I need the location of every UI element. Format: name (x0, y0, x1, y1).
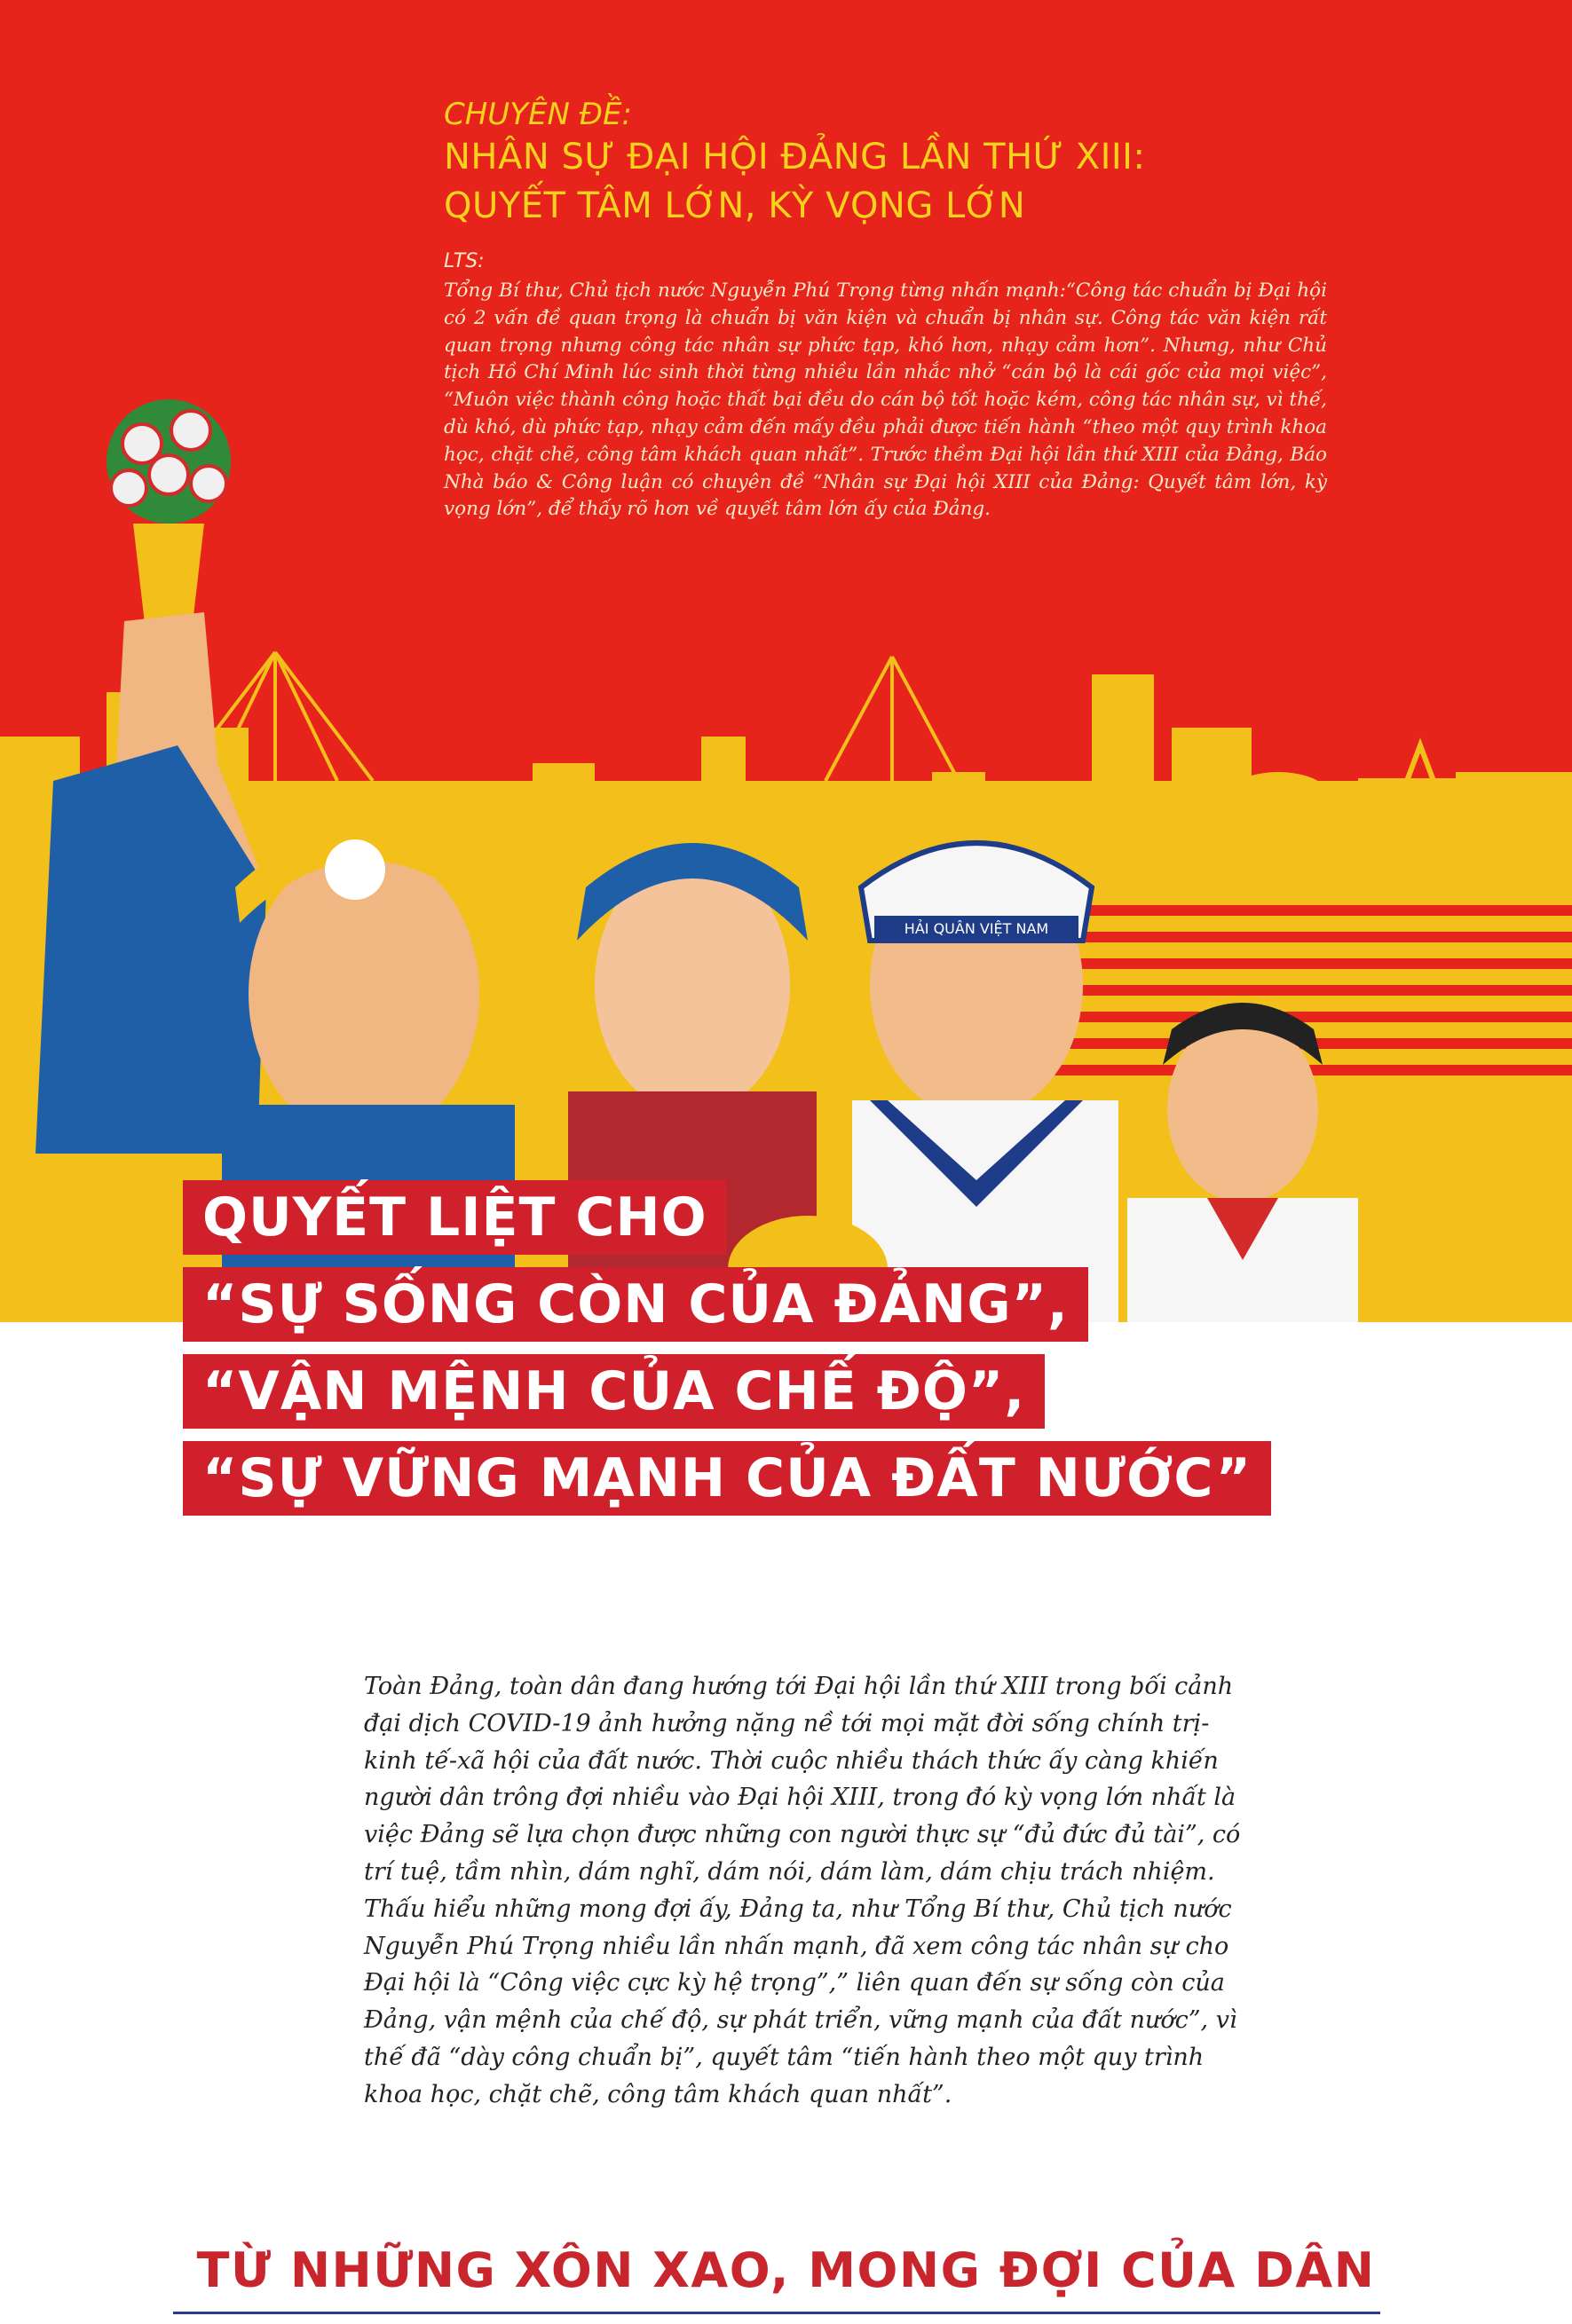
feature-title-line2: QUYẾT TÂM LỚN, KỲ VỌNG LỚN (444, 185, 1026, 226)
feature-label: CHUYÊN ĐỀ: (444, 97, 632, 132)
feature-intro-block (444, 96, 1331, 524)
lts-body: Tổng Bí thư, Chủ tịch nước Nguyễn Phú Trọng từng nhấn mạnh:“Công tác chuẩn bị Đại hội có 2 vấn đề quan trọng là chuẩn bị văn kiện và chuẩn bị nhân sự. Công tác văn kiện rất quan trọng nhưng công tác nhân sự phức tạp, khó hơn, nhạy cảm hơn”. Nhưng, như Chủ tịch Hồ Chí Minh lúc sinh thời từng nhiều lần nhắc nhở “cán bộ là cái gốc của mọi việc”, “Muôn việc thành công hoặc thất bại đều do cán bộ tốt hoặc kém, công tác nhân sự, vì thế, dù khó, dù phức tạp, nhạy cảm đến mấy đều phải được tiến hành “theo một quy trình khoa học, chặt chẽ, công tâm khách quan nhất”. Trước thềm Đại hội lần thứ XIII của Đảng, Báo Nhà báo & Công luận có chuyên đề “Nhân sự Đại hội XIII của Đảng: Quyết tâm lớn, kỳ vọng lớn”, để thấy rõ hơn về quyết tâm lớn ấy của Đảng. (444, 280, 1327, 521)
headline-line-3: “VẬN MỆNH CỦA CHẾ ĐỘ”, (183, 1354, 1045, 1429)
flower-bouquet (107, 399, 231, 639)
section-divider (173, 2312, 1380, 2314)
intro-paragraph: Toàn Đảng, toàn dân đang hướng tới Đại hội lần thứ XIII trong bối cảnh đại dịch COVID-19 ảnh hưởng nặng nề tới mọi mặt đời sống chính trị-kinh tế-xã hội của đất nước. Thời cuộc nhiều thách thức ấy càng khiến người dân trông đợi nhiều vào Đại hội XIII, trong đó kỳ vọng lớn nhất là việc Đảng sẽ lựa chọn được những con người thực sự “đủ đức đủ tài”, có trí tuệ, tầm nhìn, dám nghĩ, dám nói, dám làm, dám chịu trách nhiệm. Thấu hiểu những mong đợi ấy, Đảng ta, như Tổng Bí thư, Chủ tịch nước Nguyễn Phú Trọng nhiều lần nhấn mạnh, đã xem công tác nhân sự cho Đại hội là “Công việc cực kỳ hệ trọng”,” liên quan đến sự sống còn của Đảng, vận mệnh của chế độ, sự phát triển, vững mạnh của đất nước”, vì thế đã “dày công chuẩn bị”, quyết tâm “tiến hành theo một quy trình khoa học, chặt chẽ, công tâm khách quan nhất”. (364, 1673, 1241, 2108)
headline-line-1: QUYẾT LIỆT CHO (183, 1180, 727, 1255)
headline-line-4: “SỰ VỮNG MẠNH CỦA ĐẤT NƯỚC” (183, 1441, 1271, 1516)
headline-line-2: “SỰ SỐNG CÒN CỦA ĐẢNG”, (183, 1267, 1088, 1342)
feature-title-line1: NHÂN SỰ ĐẠI HỘI ĐẢNG LẦN THỨ XIII: (444, 137, 1146, 177)
cap-text: HẢI QUÂN VIỆT NAM (904, 920, 1049, 937)
lts-label: LTS: (444, 250, 485, 272)
section-heading: TỪ NHỮNG XÔN XAO, MONG ĐỢI CỦA DÂN (196, 2242, 1376, 2298)
